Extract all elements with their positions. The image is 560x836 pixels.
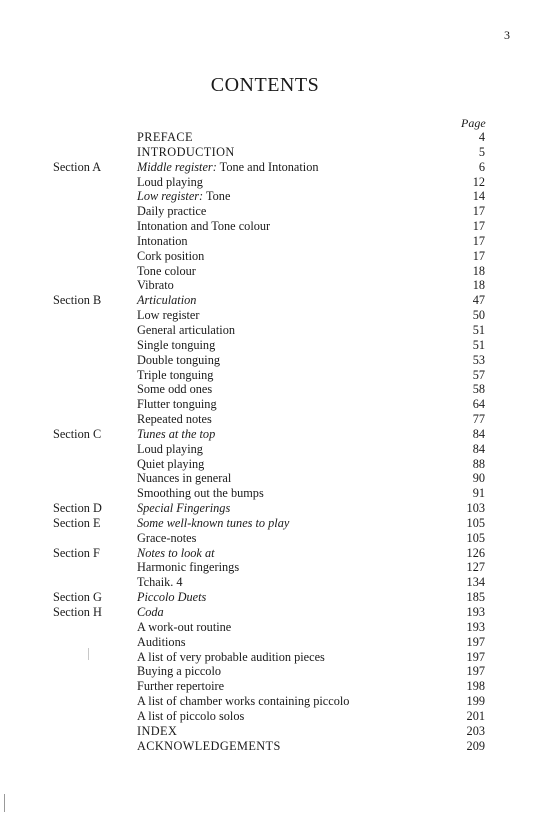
toc-page-number: 12: [472, 174, 485, 189]
toc-entry-title-rest: Tone: [203, 189, 231, 204]
toc-page-number: 17: [472, 233, 485, 248]
toc-entry-title: Further repertoire: [137, 679, 225, 694]
toc-entry-title: Notes to look at: [137, 545, 215, 560]
table-of-contents: [0, 130, 560, 753]
toc-entry-title: Daily practice: [137, 204, 207, 219]
toc-page-number: 84: [472, 441, 485, 456]
toc-entry-title: General articulation: [137, 322, 235, 337]
toc-page-number: 209: [466, 738, 485, 753]
toc-entry-title: A list of piccolo solos: [137, 708, 245, 723]
toc-entry: [0, 620, 560, 635]
toc-entry-title: Triple tonguing: [137, 367, 214, 382]
toc-entry: [0, 338, 560, 353]
toc-entry: [0, 605, 560, 620]
page-number: 3: [504, 28, 510, 42]
toc-page-number: 17: [472, 219, 485, 234]
toc-page-number: 201: [466, 708, 485, 723]
toc-entry: [0, 575, 560, 590]
toc-entry-title: Quiet playing: [137, 456, 205, 471]
toc-section-label: Section G: [53, 590, 102, 605]
toc-entry: [0, 368, 560, 383]
toc-entry: [0, 531, 560, 546]
toc-page-number: 105: [466, 515, 485, 530]
toc-entry-title-italic: Low register:: [137, 189, 204, 204]
toc-entry: [0, 635, 560, 650]
toc-page-number: 77: [472, 412, 485, 427]
toc-page-number: 134: [466, 575, 485, 590]
toc-entry: [0, 546, 560, 561]
toc-entry-title: Low register: [137, 308, 200, 323]
toc-entry: [0, 264, 560, 279]
toc-entry-title: Tone colour: [137, 263, 196, 278]
toc-entry-title: PREFACE: [137, 130, 193, 144]
toc-page-number: 4: [478, 130, 485, 144]
toc-entry-title: INTRODUCTION: [137, 144, 235, 159]
toc-entry-title: A list of very probable audition pieces: [137, 649, 325, 664]
toc-section-label: Section E: [53, 515, 101, 530]
toc-entry: [0, 650, 560, 665]
toc-entry-title: Smoothing out the bumps: [137, 486, 264, 501]
toc-entry: [0, 457, 560, 472]
toc-page-number: 103: [466, 501, 485, 516]
toc-entry-title: Harmonic fingerings: [137, 560, 240, 575]
toc-entry-title: Some odd ones: [137, 382, 213, 397]
toc-entry: [0, 308, 560, 323]
toc-page-number: 14: [472, 189, 485, 204]
toc-entry: [0, 471, 560, 486]
toc-entry-title: Special Fingerings: [137, 501, 231, 516]
toc-page-number: 6: [478, 159, 485, 174]
toc-entry-title: Nuances in general: [137, 471, 232, 486]
toc-entry-title: Articulation: [137, 293, 197, 308]
toc-section-label: Section F: [53, 545, 100, 560]
toc-page-number: 193: [466, 605, 485, 619]
toc-entry-title: Loud playing: [137, 441, 203, 456]
toc-section-label: Section C: [53, 426, 102, 441]
toc-entry: [0, 694, 560, 709]
toc-entry-title: [137, 160, 319, 175]
toc-page-number: 58: [472, 382, 485, 397]
toc-page-number: 198: [466, 679, 485, 694]
toc-entry-title: Tunes at the top: [137, 426, 216, 441]
toc-page-number: 199: [466, 694, 485, 709]
toc-entry-title: Auditions: [137, 634, 186, 649]
toc-section-label: Section A: [53, 159, 102, 174]
toc-entry: [0, 382, 560, 397]
toc-page-number: 88: [472, 456, 485, 471]
toc-page-number: 84: [472, 426, 485, 441]
toc-entry-title: Flutter tonguing: [137, 397, 217, 412]
toc-entry-title: Loud playing: [137, 174, 203, 189]
toc-entry: [0, 560, 560, 575]
toc-entry: [0, 323, 560, 338]
toc-entry-title: Grace-notes: [137, 530, 197, 545]
toc-entry: [0, 679, 560, 694]
toc-page-number: 17: [472, 204, 485, 219]
toc-entry: [0, 160, 560, 175]
toc-entry-title: Piccolo Duets: [137, 590, 207, 605]
toc-entry: [0, 516, 560, 531]
toc-section-label: Section H: [53, 605, 102, 619]
toc-entry-title: INDEX: [137, 723, 178, 738]
toc-entry-title: [137, 189, 230, 204]
toc-page-number: 197: [466, 649, 485, 664]
toc-entry-title: Vibrato: [137, 278, 174, 293]
toc-page-number: 17: [472, 248, 485, 263]
toc-page-number: 47: [472, 293, 485, 308]
toc-entry-title: Buying a piccolo: [137, 664, 222, 679]
toc-entry: [0, 486, 560, 501]
toc-entry-title: Intonation and Tone colour: [137, 219, 271, 234]
toc-entry-title: Intonation: [137, 233, 188, 248]
toc-entry: [0, 739, 560, 754]
toc-entry: [0, 293, 560, 308]
toc-entry: [0, 175, 560, 190]
page-column-label: Page: [461, 116, 486, 130]
toc-page-number: 91: [472, 486, 485, 501]
toc-entry-title-rest: Tone and Intonation: [216, 159, 319, 174]
toc-entry: [0, 278, 560, 293]
toc-entry: [0, 664, 560, 679]
toc-entry: [0, 189, 560, 204]
toc-entry-title: Coda: [137, 605, 164, 619]
toc-page-number: 18: [472, 278, 485, 293]
toc-page-number: 203: [466, 723, 485, 738]
contents-title: CONTENTS: [210, 74, 320, 96]
toc-page-number: 51: [472, 322, 485, 337]
toc-entry-title: Tchaik. 4: [137, 575, 183, 590]
toc-entry-title: Repeated notes: [137, 412, 212, 427]
toc-page-number: 105: [466, 530, 485, 545]
toc-entry: [0, 249, 560, 264]
toc-page-number: 51: [472, 337, 485, 352]
toc-entry-title: Cork position: [137, 248, 205, 263]
toc-page-number: 127: [466, 560, 485, 575]
toc-entry-title: Some well-known tunes to play: [137, 515, 290, 530]
toc-entry: [0, 501, 560, 516]
toc-entry-title-italic: Middle register:: [137, 159, 217, 174]
toc-page-number: 185: [466, 590, 485, 605]
toc-entry-title: A work-out routine: [137, 619, 232, 634]
toc-page-number: 50: [472, 308, 485, 323]
toc-entry: [0, 709, 560, 724]
toc-entry: [0, 145, 560, 160]
toc-entry: [0, 219, 560, 234]
toc-entry-title: A list of chamber works containing piccolo: [137, 694, 350, 709]
toc-page-number: 18: [472, 263, 485, 278]
toc-page-number: 126: [466, 545, 485, 560]
toc-section-label: Section D: [53, 501, 102, 516]
toc-entry-title: ACKNOWLEDGEMENTS: [137, 738, 281, 753]
toc-page-number: 193: [466, 619, 485, 634]
toc-entry: [0, 234, 560, 249]
toc-page-number: 197: [466, 634, 485, 649]
toc-entry: [0, 442, 560, 457]
toc-entry: [0, 353, 560, 368]
toc-entry: [0, 412, 560, 427]
toc-entry-title: Double tonguing: [137, 352, 220, 367]
toc-section-label: Section B: [53, 293, 102, 308]
toc-page-number: 57: [472, 367, 485, 382]
toc-entry: [0, 204, 560, 219]
toc-entry: [0, 397, 560, 412]
scan-mark: [4, 794, 5, 812]
toc-entry: [0, 130, 560, 145]
toc-page-number: 64: [472, 397, 485, 412]
toc-page-number: 53: [472, 352, 485, 367]
toc-entry: [0, 590, 560, 605]
scan-mark: [88, 648, 89, 660]
toc-page-number: 5: [478, 144, 485, 159]
toc-entry: [0, 427, 560, 442]
toc-page-number: 90: [472, 471, 485, 486]
toc-page-number: 197: [466, 664, 485, 679]
toc-entry-title: Single tonguing: [137, 337, 216, 352]
toc-entry: [0, 724, 560, 739]
